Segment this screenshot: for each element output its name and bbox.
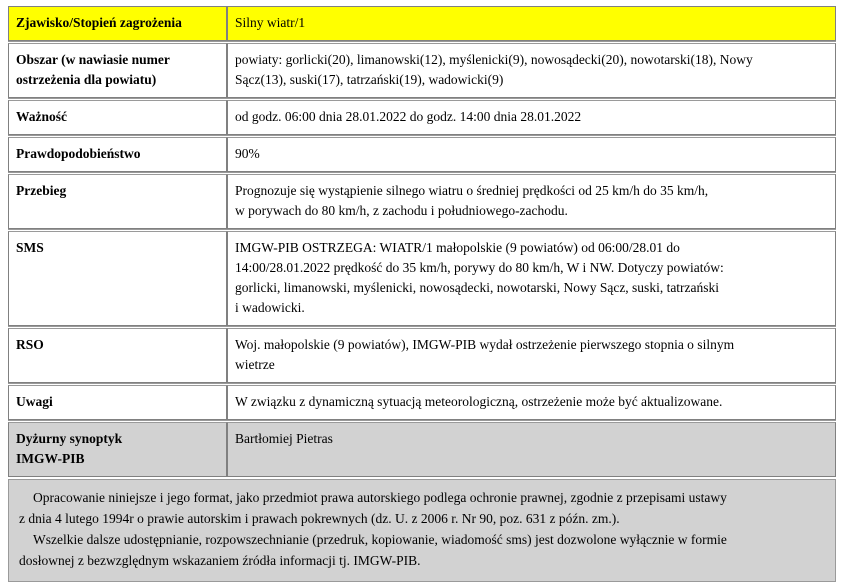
value-line: powiaty: gorlicki(20), limanowski(12), myślenicki(9), nowosądecki(20), nowotarski(18), Nowy xyxy=(235,51,753,67)
row-value-rso xyxy=(227,328,836,383)
row-label-forecaster xyxy=(8,422,227,477)
copyright-footer xyxy=(8,479,836,582)
row-label-probability: Prawdopodobieństwo xyxy=(8,137,227,172)
value-line: wietrze xyxy=(235,356,275,372)
footer-paragraph-1-cont xyxy=(19,508,825,529)
row-label-course: Przebieg xyxy=(8,174,227,229)
row-value-sms xyxy=(227,231,836,326)
row-value-probability xyxy=(227,137,836,172)
row-label-area xyxy=(8,43,227,98)
value-line: Prognozuje się wystąpienie silnego wiatru o średniej prędkości od 25 km/h do 35 km/h, xyxy=(235,182,709,198)
value-line: Sącz(13), suski(17), tatrzański(19), wadowicki(9) xyxy=(235,71,504,87)
row-label-sms: SMS xyxy=(8,231,227,326)
row-label-validity: Ważność xyxy=(8,100,227,135)
table-row-rso xyxy=(8,328,836,383)
table-row-course xyxy=(8,174,836,229)
row-value-remarks xyxy=(227,385,836,420)
label-line: ostrzeżenia dla powiatu) xyxy=(16,71,157,87)
label-line: Dyżurny synoptyk xyxy=(16,430,123,446)
value-line: Silny wiatr/1 xyxy=(235,15,306,30)
row-value-forecaster xyxy=(227,422,836,477)
warning-table xyxy=(8,6,836,477)
footer-line: Wszelkie dalsze udostępnianie, rozpowszechnianie (przedruk, kopiowanie, wiadomość sms) jest dozwolone wyłącznie w formie xyxy=(33,531,727,547)
label-line: Obszar (w nawiasie numer xyxy=(16,51,170,67)
table-row-validity xyxy=(8,100,836,135)
label-line: IMGW-PIB xyxy=(16,450,85,466)
value-line: i wadowicki. xyxy=(235,299,305,315)
table-row-area xyxy=(8,43,836,98)
value-line: 14:00/28.01.2022 prędkość do 35 km/h, porywy do 80 km/h, W i NW. Dotyczy powiatów: xyxy=(235,259,724,275)
table-row-remarks xyxy=(8,385,836,420)
value-line: Woj. małopolskie (9 powiatów), IMGW-PIB wydał ostrzeżenie pierwszego stopnia o silnym xyxy=(235,336,735,352)
row-value-validity xyxy=(227,100,836,135)
row-label-rso: RSO xyxy=(8,328,227,383)
value-line: Bartłomiej Pietras xyxy=(235,430,333,446)
table-row-forecaster xyxy=(8,422,836,477)
footer-line: Opracowanie niniejsze i jego format, jako przedmiot prawa autorskiego podlega ochronie prawnej, zgodnie z przepisami ustawy xyxy=(33,489,727,505)
value-line: 90% xyxy=(235,145,260,161)
value-line: od godz. 06:00 dnia 28.01.2022 do godz. 14:00 dnia 28.01.2022 xyxy=(235,108,582,124)
row-value-area xyxy=(227,43,836,98)
value-line: w porywach do 80 km/h, z zachodu i południowego-zachodu. xyxy=(235,202,568,218)
footer-paragraph-2 xyxy=(19,529,825,550)
row-label-hazard: Zjawisko/Stopień zagrożenia xyxy=(8,6,227,41)
row-value-course xyxy=(227,174,836,229)
table-row-sms xyxy=(8,231,836,326)
table-row-hazard xyxy=(8,6,836,41)
footer-paragraph-2-cont xyxy=(19,550,825,571)
table-row-probability xyxy=(8,137,836,172)
value-line: IMGW-PIB OSTRZEGA: WIATR/1 małopolskie (9 powiatów) od 06:00/28.01 do xyxy=(235,239,680,255)
value-line: gorlicki, limanowski, myślenicki, nowosądecki, nowotarski, Nowy Sącz, suski, tatrzański xyxy=(235,279,720,295)
footer-line: dosłownej z bezwzględnym wskazaniem źródła informacji tj. IMGW-PIB. xyxy=(19,552,421,568)
warning-document xyxy=(8,6,836,568)
value-line: W związku z dynamiczną sytuacją meteorologiczną, ostrzeżenie może być aktualizowane. xyxy=(235,393,723,409)
row-label-remarks: Uwagi xyxy=(8,385,227,420)
footer-line: z dnia 4 lutego 1994r o prawie autorskim i prawach pokrewnych (dz. U. z 2006 r. Nr 90, poz. 631 z późn. zm.). xyxy=(19,510,620,526)
footer-paragraph-1 xyxy=(19,487,825,508)
row-value-hazard xyxy=(227,6,836,41)
